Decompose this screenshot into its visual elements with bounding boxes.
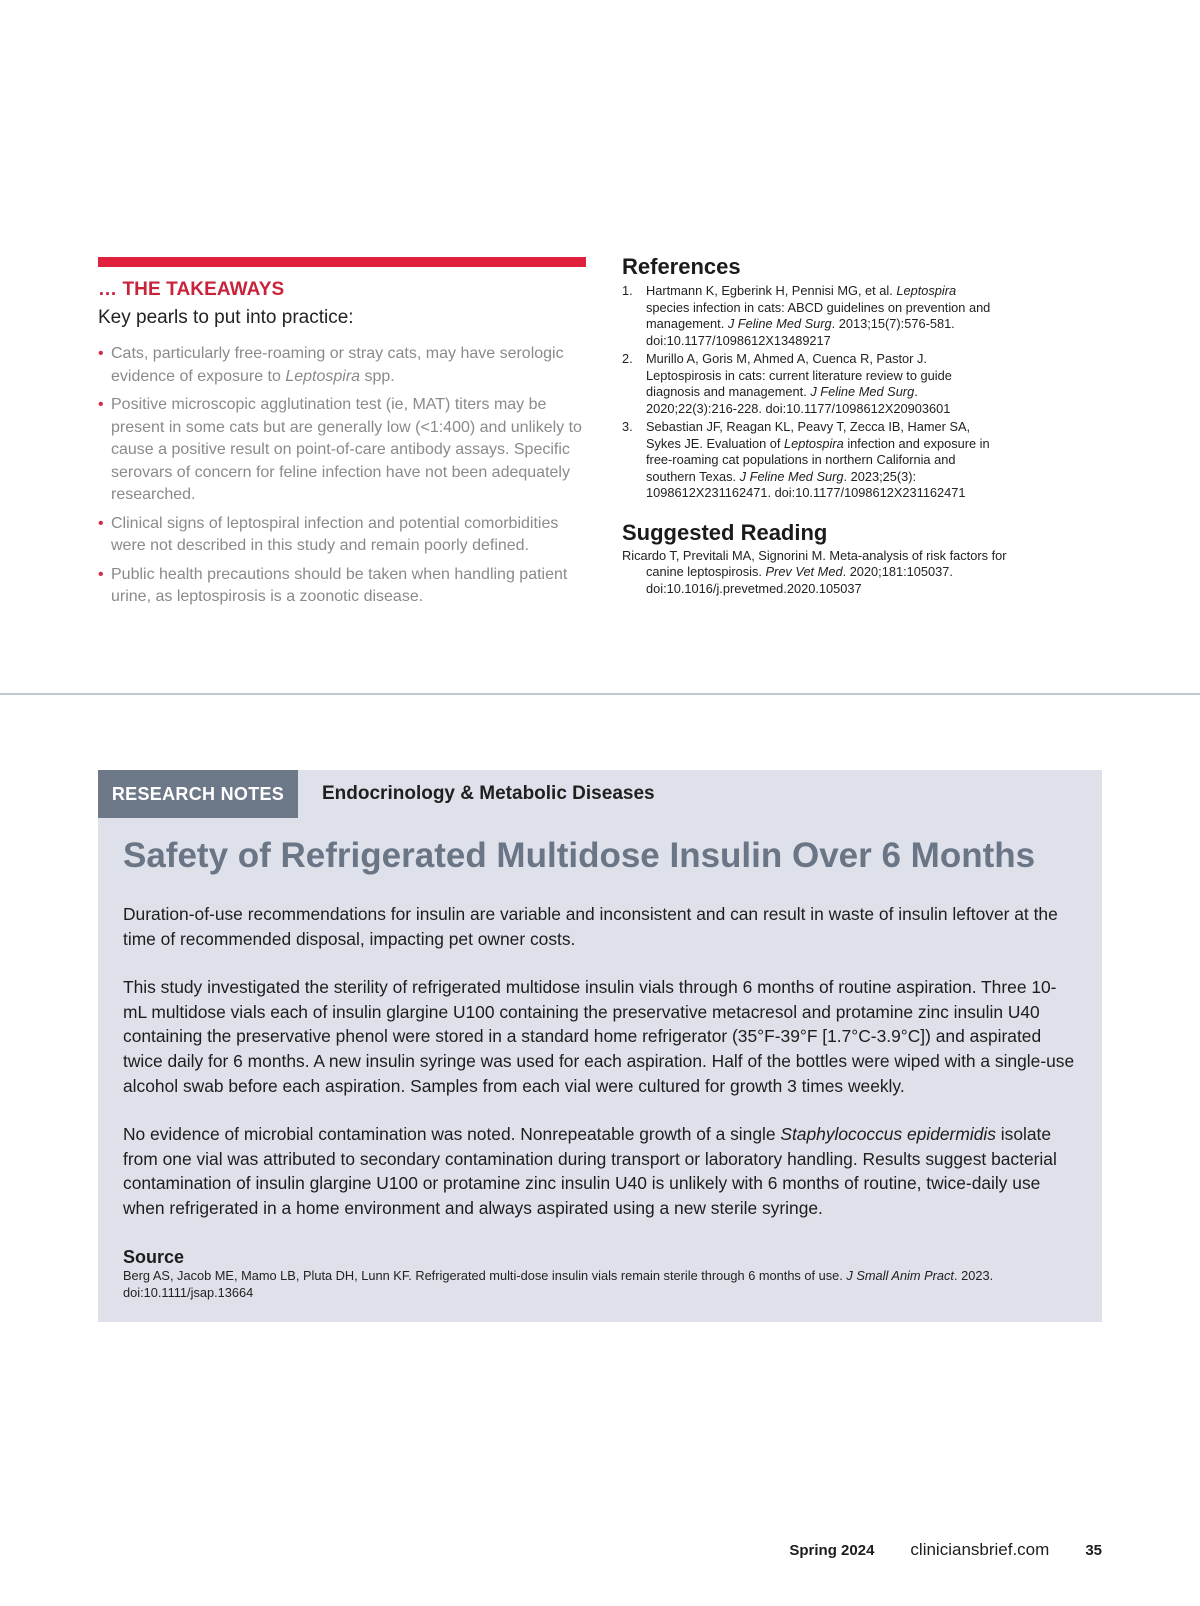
page-number: 35 <box>1085 1542 1102 1559</box>
bullet-icon: • <box>98 565 104 583</box>
takeaway-item: • Cats, particularly free-roaming or stray cats, may have serologic evidence of exposure to Leptospira spp. <box>98 345 564 385</box>
article-title: Safety of Refrigerated Multidose Insulin Over 6 Months <box>123 836 1036 875</box>
references-section <box>622 254 1122 597</box>
issue-season: Spring 2024 <box>789 1542 875 1559</box>
takeaway-item: • Positive microscopic agglutination test (ie, MAT) titers may be present in some cats but are generally low (<1:400) and unlikely to cause a positive result on point-of-care antibody assays. Specific serovars of concern for feline infection have not been adequately researched. <box>98 396 582 503</box>
takeaways-section <box>98 257 586 615</box>
bullet-icon: • <box>98 345 104 362</box>
red-accent-bar <box>98 257 586 267</box>
takeaway-item: • Clinical signs of leptospiral infection and potential comorbidities were not described in this study and remain poorly defined. <box>98 514 559 554</box>
research-category: Endocrinology & Metabolic Diseases <box>322 783 655 804</box>
source-citation: Berg AS, Jacob ME, Mamo LB, Pluta DH, Lunn KF. Refrigerated multi-dose insulin vials remain sterile through 6 months of use. J Small Anim Pract. 2023. doi:10.1111/jsap.13664 <box>123 1268 994 1300</box>
takeaways-heading: … THE TAKEAWAYS <box>98 279 285 300</box>
section-divider <box>0 693 1200 695</box>
page-footer <box>789 1540 1102 1560</box>
research-notes-tag: RESEARCH NOTES <box>98 770 298 818</box>
takeaways-list <box>98 343 586 609</box>
article-body <box>123 902 1075 1245</box>
takeaway-item: • Public health precautions should be taken when handling patient urine, as leptospirosis is a zoonotic disease. <box>98 565 568 605</box>
reference-item: 2. Murillo A, Goris M, Ahmed A, Cuenca R, Pastor J. Leptospirosis in cats: current literature review to guide diagnosis and management. J Feline Med Surg. 2020;22(3):216-228. doi:10.1177/1098612X20903601 <box>622 351 952 416</box>
references-heading: References <box>622 254 741 279</box>
bullet-icon: • <box>98 514 104 532</box>
source-label: Source <box>123 1247 185 1267</box>
references-list <box>622 283 1122 502</box>
reference-item: 3. Sebastian JF, Reagan KL, Peavy T, Zecca IB, Hamer SA, Sykes JE. Evaluation of Leptospira infection and exposure in free-roaming cat populations in northern California and southern Texas. J Feline Med Surg. 2023;25(3): 1098612X231162471. doi:10.1177/1098612X231162471 <box>622 419 990 500</box>
article-paragraph: No evidence of microbial contamination was noted. Nonrepeatable growth of a single Staphylococcus epidermidis isolate from one vial was attributed to secondary contamination during transport or laboratory handling. Results suggest bacterial contamination of insulin glargine U100 or protamine zinc insulin U40 is unlikely with 6 months of routine, twice-daily use when refrigerated in a home environment and always aspirated using a new sterile syringe. <box>123 1124 1057 1218</box>
suggested-reading-heading: Suggested Reading <box>622 519 828 545</box>
research-notes-box <box>98 770 1102 1322</box>
bullet-icon: • <box>98 396 104 413</box>
takeaways-subheading: Key pearls to put into practice: <box>98 307 354 328</box>
suggested-reading-citation: Ricardo T, Previtali MA, Signorini M. Meta-analysis of risk factors for canine leptospirosis. Prev Vet Med. 2020;181:105037. doi:10.1016/j.prevetmed.2020.105037 <box>622 547 1007 596</box>
article-paragraph: Duration-of-use recommendations for insulin are variable and inconsistent and can result in waste of insulin leftover at the time of recommended disposal, impacting pet owner costs. <box>123 904 1058 949</box>
reference-item: 1. Hartmann K, Egberink H, Pennisi MG, et al. Leptospira species infection in cats: ABCD guidelines on prevention and management. J Feline Med Surg. 2013;15(7):576-581. doi:10.1177/1098612X13489217 <box>622 283 991 348</box>
article-paragraph: This study investigated the sterility of refrigerated multidose insulin vials through 6 months of routine aspiration. Three 10-mL multidose vials each of insulin glargine U100 containing the preservative metacresol and protamine zinc insulin U40 containing the preservative phenol were stored in a standard home refrigerator (35°F-39°F [1.7°C-3.9°C]) and aspirated twice daily for 6 months. A new insulin syringe was used for each aspiration. Half of the bottles were wiped with a single-use alcohol swab before each aspiration. Samples from each vial were cultured for growth 3 times weekly. <box>123 977 1075 1096</box>
website-link[interactable]: cliniciansbrief.com <box>910 1540 1050 1559</box>
